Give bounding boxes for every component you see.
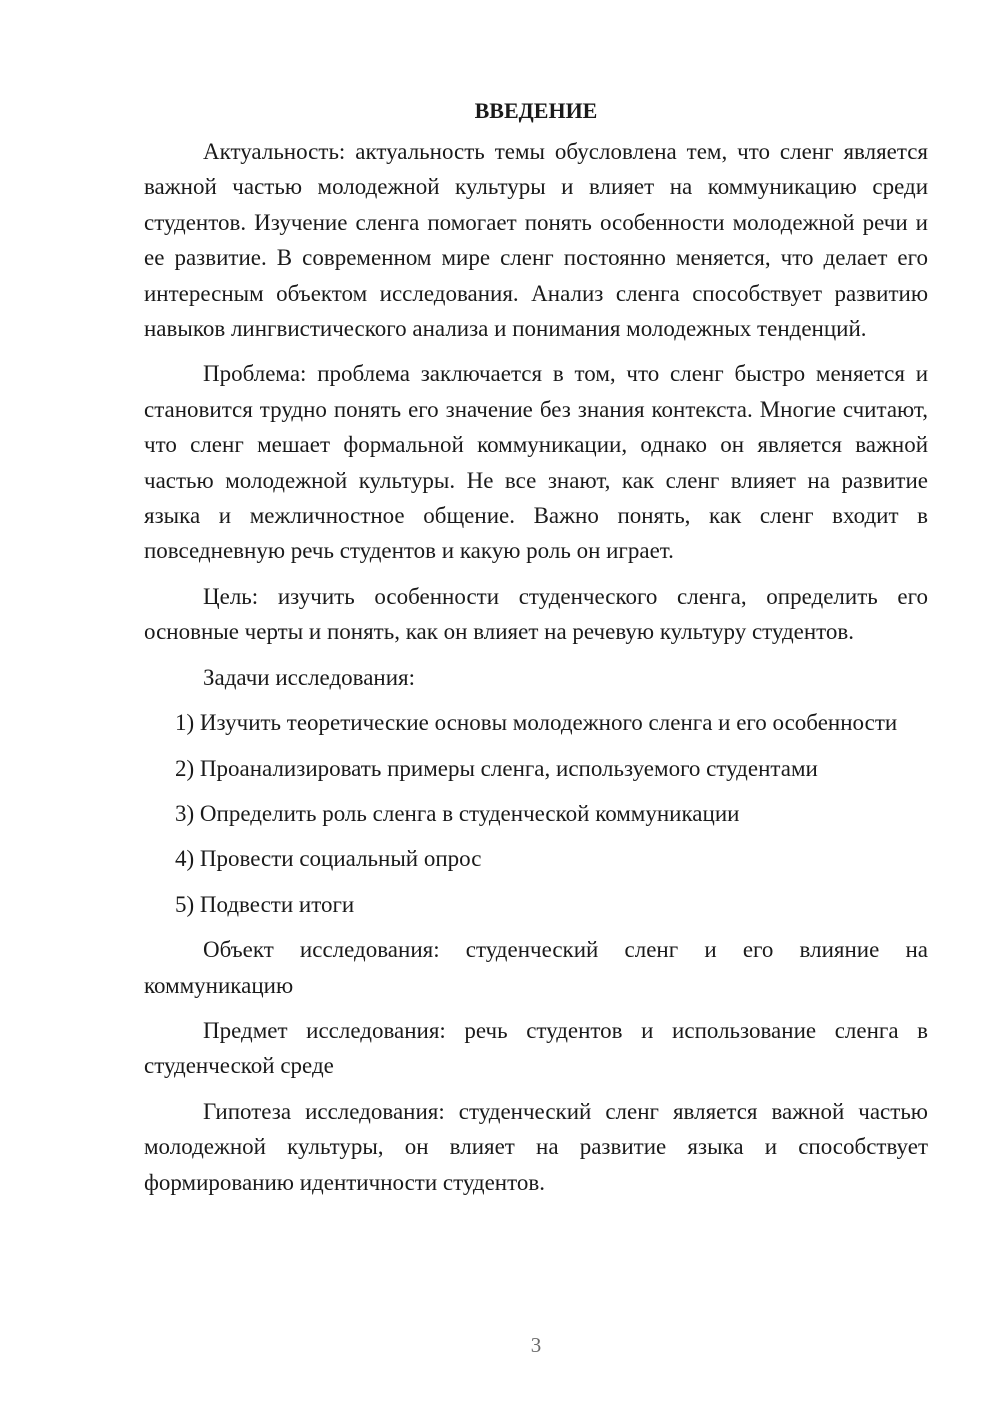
list-item: 2) Проанализировать примеры сленга, используемого студентами bbox=[175, 755, 818, 781]
list-item: 5) Подвести итоги bbox=[175, 891, 355, 917]
section-title: ВВЕДЕНИЕ bbox=[474, 98, 598, 123]
goal-paragraph: Цель: изучить особенности студенческого сленга, определить его основные черты и понять, как он влияет на речевую культуру студентов. bbox=[144, 583, 928, 645]
relevance-paragraph: Актуальность: актуальность темы обусловлена тем, что сленг является важной частью молодежной культуры и влияет на коммуникацию среди студентов. Изучение сленга помогает понять особенности молодежной речи и ее развитие. В современном мире сленг постоянно меняется, что делает его интересным объектом исследования. Анализ сленга способствует развитию навыков лингвистического анализа и понимания молодежных тенденций. bbox=[144, 139, 928, 342]
tasks-heading: Задачи исследования: bbox=[203, 664, 416, 690]
object-paragraph: Объект исследования: студенческий сленг и его влияние на коммуникацию bbox=[144, 937, 928, 998]
hypothesis-paragraph: Гипотеза исследования: студенческий сленг является важной частью молодежной культуры, он влияет на развитие языка и способствует формированию идентичности студентов. bbox=[144, 1098, 928, 1195]
page-number: 3 bbox=[530, 1333, 542, 1357]
list-item: 3) Определить роль сленга в студенческой коммуникации bbox=[175, 800, 740, 826]
list-item: 4) Провести социальный опрос bbox=[175, 846, 482, 872]
tasks-list bbox=[144, 705, 928, 922]
list-item: 1) Изучить теоретические основы молодежного сленга и его особенности bbox=[175, 710, 898, 736]
problem-paragraph: Проблема: проблема заключается в том, что сленг быстро меняется и становится трудно понять его значение без знания контекста. Многие считают, что сленг мешает формальной коммуникации, однако он является важной частью молодежной культуры. Не все знают, как сленг влияет на развитие языка и межличностное общение. Важно понять, как сленг входит в повседневную речь студентов и какую роль он играет. bbox=[144, 361, 928, 564]
subject-paragraph: Предмет исследования: речь студентов и использование сленга в студенческой среде bbox=[144, 1017, 928, 1079]
document-page bbox=[144, 92, 928, 1210]
